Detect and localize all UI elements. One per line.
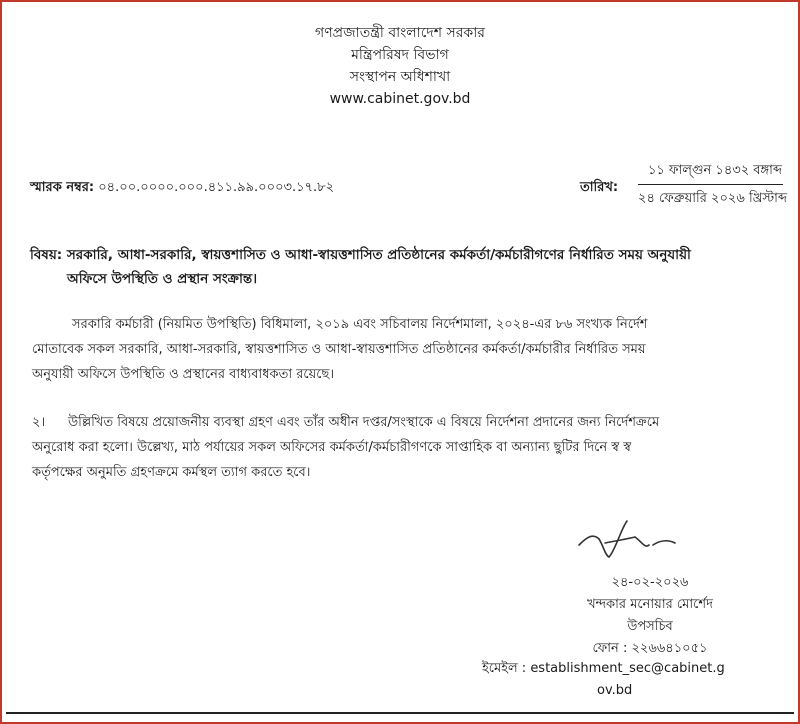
memo-number-label: স্মারক নম্বর: — [30, 180, 95, 195]
paragraph-2 — [32, 410, 784, 485]
website-url[interactable]: www.cabinet.gov.bd — [329, 91, 471, 107]
date-gregorian: ২৪ ফেব্রুয়ারি ২০২৬ খ্রিস্টাব্দ — [638, 191, 788, 206]
paragraph-1 — [32, 312, 784, 387]
email-label: ইমেইল : — [482, 661, 527, 676]
date-divider — [638, 184, 783, 185]
paragraph-2-number: ২। — [32, 415, 46, 430]
signatory-designation: উপসচিব — [627, 619, 673, 634]
paragraph-2-line-1: ২। উল্লিখিত বিষয়ে প্রয়োজনীয় ব্যবস্থা গ্রহণ এবং তাঁর অধীন দপ্তর/সংস্থাকে এ বিষয়ে নির্দেশনা প্রদানের জন্য নির্দেশক্রমে — [32, 410, 784, 435]
email-address-part-1[interactable]: establishment_sec@cabinet.g — [530, 661, 725, 676]
signing-date: ২৪-০২-২০২৬ — [611, 575, 689, 590]
signatory-email — [482, 658, 792, 702]
date-bangla: ১১ ফাল্গুন ১৪৩২ বঙ্গাব্দ — [648, 163, 783, 178]
paragraph-1-line-2: মোতাবেক সকল সরকারি, আধা-সরকারি, স্বায়ত্তশাসিত ও আধা-স্বায়ত্তশাসিত প্রতিষ্ঠানের কর্মকর্তা/কর্মচারীর নির্ধারিত সময় — [32, 342, 646, 357]
memo-number: ০৪.০০.০০০০.০০০.৪১১.৯৯.০০০৩.১৭.৮২ — [98, 180, 335, 195]
letterhead — [0, 22, 800, 110]
paragraph-1-line-3: অনুযায়ী অফিসে উপস্থিতি ও প্রস্থানের বাধ্যবাধকতা রয়েছে। — [32, 367, 335, 382]
signatory-name: খন্দকার মনোয়ার মোর্শেদ — [587, 597, 713, 612]
signatory-block — [510, 572, 790, 660]
subject-line-1: বিষয়: সরকারি, আধা-সরকারি, স্বায়ত্তশাসিত ও আধা-স্বায়ত্তশাসিত প্রতিষ্ঠানের কর্মকর্তা/কর্মচারীগণের নির্ধারিত সময় অনুযায়ী — [30, 247, 691, 263]
subject — [30, 243, 790, 291]
wing-name: সংস্থাপন অধিশাখা — [349, 69, 451, 85]
division-name: মন্ত্রিপরিষদ বিভাগ — [351, 47, 449, 63]
bottom-rule — [6, 712, 794, 714]
paragraph-1-line-1: সরকারি কর্মচারী (নিয়মিত উপস্থিতি) বিধিমালা, ২০১৯ এবং সচিবালয় নির্দেশমালা, ২০২৪-এর ৮৬ সংখ্যক নির্দেশ — [72, 317, 648, 332]
signature — [575, 515, 685, 565]
date-block — [638, 160, 786, 209]
email-address-part-2[interactable]: ov.bd — [597, 683, 633, 698]
date-label: তারিখ: — [580, 180, 619, 195]
paragraph-2-line-3: কর্তৃপক্ষের অনুমতি গ্রহণক্রমে কর্মস্থল ত্যাগ করতে হবে। — [32, 465, 311, 480]
signatory-phone: ফোন : ২২৬৬৪১০৫১ — [592, 641, 708, 656]
paragraph-2-line-2: অনুরোধ করা হলো। উল্লেখ্য, মাঠ পর্যায়ের সকল অফিসের কর্মকর্তা/কর্মচারীগণকে সাপ্তাহিক বা অন্যান্য ছুটির দিনে স্ব স্ব — [32, 440, 632, 455]
subject-line-2: অফিসে উপস্থিতি ও প্রস্থান সংক্রান্ত। — [67, 271, 258, 287]
memo-reference — [30, 178, 334, 199]
government-name: গণপ্রজাতন্ত্রী বাংলাদেশ সরকার — [315, 25, 485, 41]
